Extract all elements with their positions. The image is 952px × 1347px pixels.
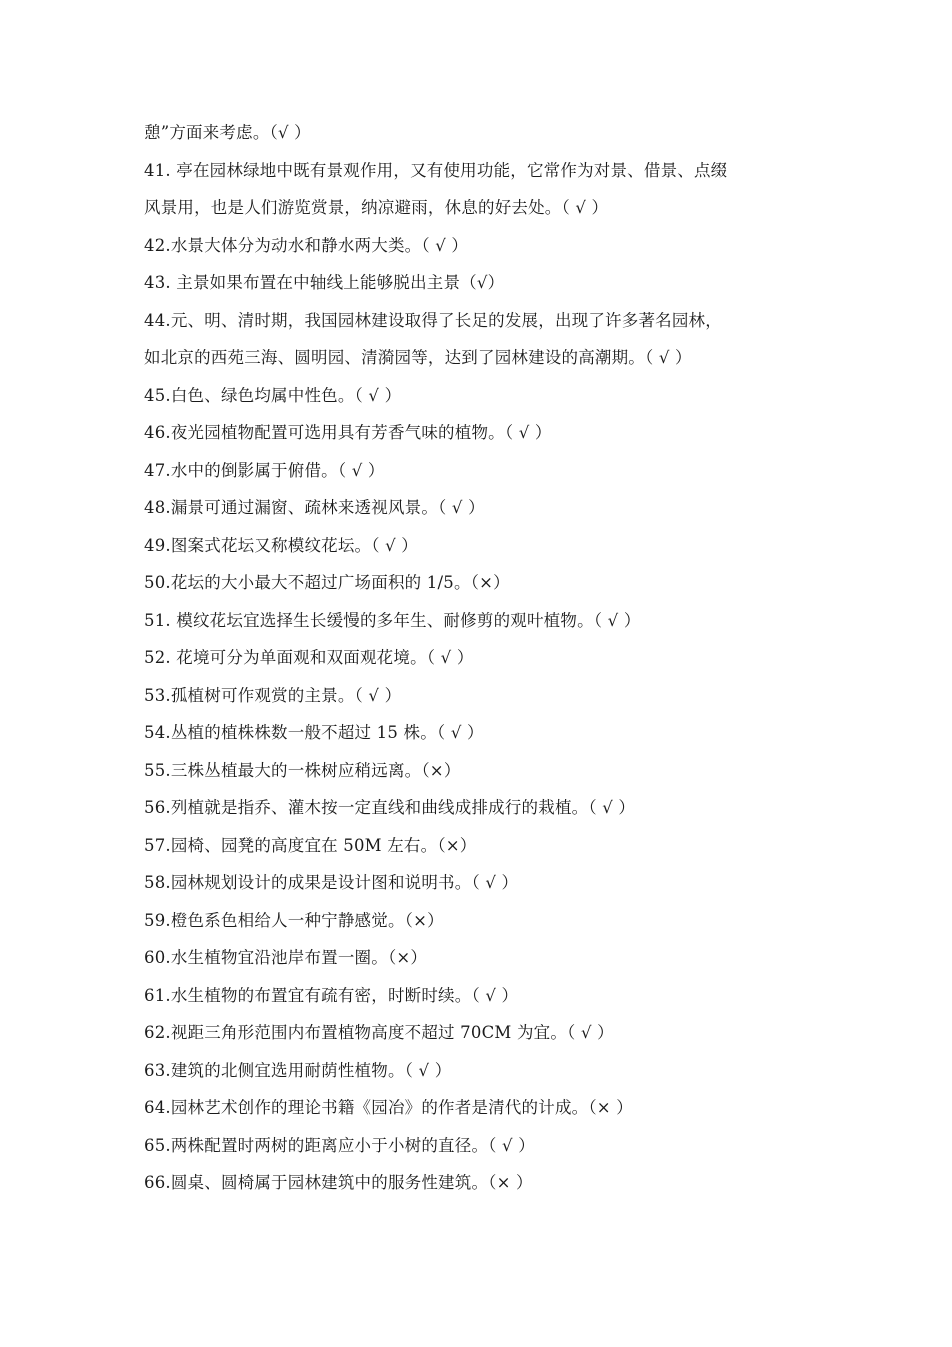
question-56: 56.列植就是指乔、灌木按一定直线和曲线成排成行的栽植。（ √ ） bbox=[144, 798, 636, 817]
question-44-line-1: 44.元、明、清时期，我国园林建设取得了长足的发展，出现了许多著名园林， bbox=[144, 310, 722, 330]
question-65: 65.两株配置时两树的距离应小于小树的直径。（ √ ） bbox=[144, 1135, 535, 1155]
question-55: 55.三株丛植最大的一株树应稍远离。（×） bbox=[144, 760, 461, 780]
question-48: 48.漏景可通过漏窗、疏林来透视风景。（ √ ） bbox=[144, 498, 485, 517]
question-64: 64.园林艺术创作的理论书籍《园冶》的作者是清代的计成。（× ） bbox=[144, 1098, 633, 1117]
document-body bbox=[144, 114, 834, 1202]
question-51: 51. 模纹花坛宜选择生长缓慢的多年生、耐修剪的观叶植物。（ √ ） bbox=[144, 610, 641, 630]
question-42: 42.水景大体分为动水和静水两大类。（ √ ） bbox=[144, 235, 469, 255]
question-57: 57.园椅、园凳的高度宜在 50M 左右。（×） bbox=[144, 835, 477, 855]
question-62: 62.视距三角形范围内布置植物高度不超过 70CM 为宜。（ √ ） bbox=[144, 1023, 614, 1042]
question-41-line-2: 风景用，也是人们游览赏景，纳凉避雨，休息的好去处。（ √ ） bbox=[144, 198, 609, 217]
question-61: 61.水生植物的布置宜有疏有密，时断时续。（ √ ） bbox=[144, 985, 519, 1005]
question-58: 58.园林规划设计的成果是设计图和说明书。（ √ ） bbox=[144, 873, 519, 892]
question-50: 50.花坛的大小最大不超过广场面积的 1/5。（×） bbox=[144, 573, 510, 592]
question-43: 43. 主景如果布置在中轴线上能够脱出主景（√） bbox=[144, 273, 505, 292]
question-54: 54.丛植的植株株数一般不超过 15 株。（ √ ） bbox=[144, 723, 484, 742]
question-60: 60.水生植物宜沿池岸布置一圈。（×） bbox=[144, 948, 428, 967]
question-44-line-2: 如北京的西苑三海、圆明园、清漪园等，达到了园林建设的高潮期。（ √ ） bbox=[144, 348, 692, 367]
question-46: 46.夜光园植物配置可选用具有芳香气味的植物。（ √ ） bbox=[144, 423, 552, 442]
question-52: 52. 花境可分为单面观和双面观花境。（ √ ） bbox=[144, 648, 474, 667]
question-59: 59.橙色系色相给人一种宁静感觉。（×） bbox=[144, 910, 444, 930]
question-63: 63.建筑的北侧宜选用耐荫性植物。（ √ ） bbox=[144, 1060, 452, 1080]
question-49: 49.图案式花坛又称模纹花坛。（ √ ） bbox=[144, 535, 418, 555]
question-47: 47.水中的倒影属于俯借。（ √ ） bbox=[144, 460, 385, 480]
question-45: 45.白色、绿色均属中性色。（ √ ） bbox=[144, 385, 402, 405]
question-41-line-1: 41. 亭在园林绿地中既有景观作用，又有使用功能，它常作为对景、借景、点缀 bbox=[144, 160, 728, 180]
text-line-continuation-40: 憩”方面来考虑。（√ ） bbox=[144, 123, 311, 142]
question-53: 53.孤植树可作观赏的主景。（ √ ） bbox=[144, 685, 402, 705]
question-66: 66.圆桌、圆椅属于园林建筑中的服务性建筑。（× ） bbox=[144, 1173, 533, 1192]
